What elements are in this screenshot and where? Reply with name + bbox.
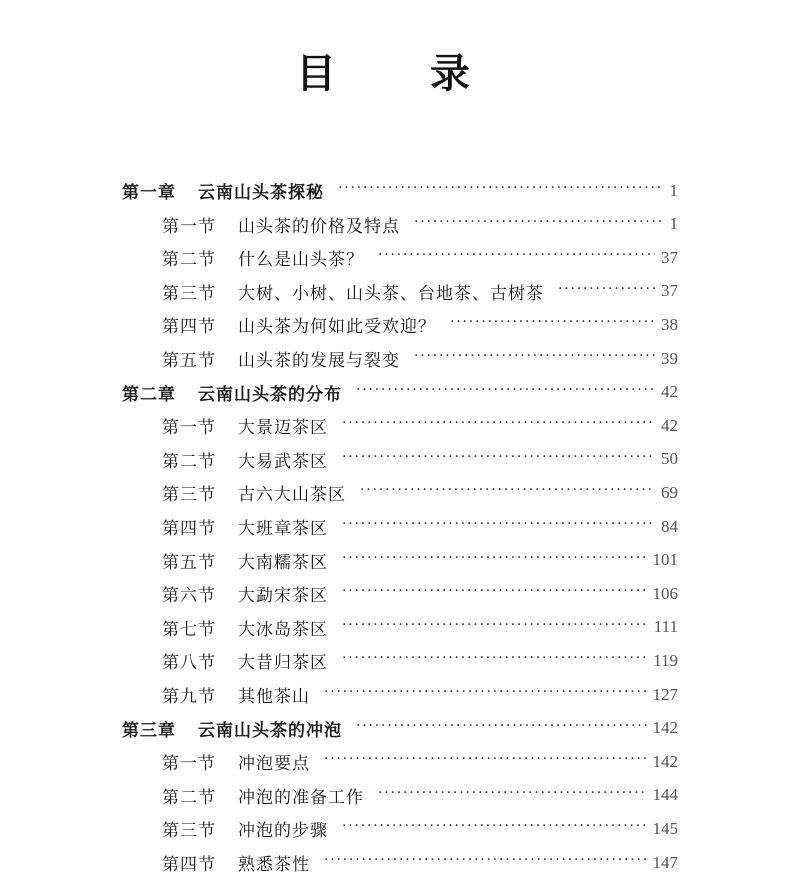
toc-entry-label: 第七节 xyxy=(162,619,216,640)
toc-page-number: 38 xyxy=(661,314,678,334)
toc-section-entry xyxy=(162,577,678,610)
toc-page-number: 145 xyxy=(652,818,678,838)
toc-page-number: 106 xyxy=(652,583,678,603)
dot-leader xyxy=(342,443,655,476)
toc-section-entry xyxy=(162,342,678,375)
toc-entry-title: 山头茶的价格及特点 xyxy=(238,216,400,237)
toc-page-number: 142 xyxy=(652,751,678,771)
toc-entry-label: 第二节 xyxy=(162,451,216,472)
toc-page-number: 39 xyxy=(661,348,678,368)
toc-section-entry xyxy=(162,544,678,577)
dot-leader xyxy=(378,779,647,812)
dot-leader xyxy=(342,409,655,442)
toc-entry-label: 第九节 xyxy=(162,687,216,707)
toc-entry-title: 大南糯茶区 xyxy=(238,552,328,573)
dot-leader xyxy=(378,241,655,274)
toc-page-number: 127 xyxy=(652,684,678,704)
dot-leader xyxy=(356,376,655,409)
toc-entry-label: 第三节 xyxy=(162,485,216,506)
toc-entry-label: 第四节 xyxy=(162,519,216,539)
toc-section-entry xyxy=(162,241,678,274)
toc-section-entry xyxy=(162,779,678,812)
dot-leader xyxy=(342,577,647,610)
toc-section-entry xyxy=(162,208,678,241)
page-title: 目 录 xyxy=(296,51,510,97)
toc-entry-title: 云南山头茶的分布 xyxy=(198,384,342,405)
toc-page-number: 42 xyxy=(661,415,678,435)
toc-entry-label: 第一节 xyxy=(162,418,216,439)
toc-page-number: 101 xyxy=(652,550,678,570)
dot-leader xyxy=(414,208,664,241)
toc-page-number: 111 xyxy=(653,617,678,637)
toc-page-number: 142 xyxy=(652,718,678,738)
toc-entry-label: 第二节 xyxy=(162,250,216,271)
toc-entry-title: 山头茶的发展与裂变 xyxy=(238,351,400,371)
dot-leader xyxy=(356,712,647,745)
dot-leader xyxy=(450,308,655,341)
toc-entry-label: 第四节 xyxy=(162,855,216,875)
dot-leader xyxy=(338,174,664,207)
toc-section-entry xyxy=(162,275,678,308)
toc-entry-label: 第六节 xyxy=(162,586,216,607)
dot-leader xyxy=(414,342,655,375)
toc-page-number: 1 xyxy=(669,180,678,200)
toc-entry-label: 第一节 xyxy=(162,754,216,775)
toc-entry-title: 大昔归茶区 xyxy=(238,653,328,674)
toc-entry-label: 第三节 xyxy=(162,283,216,304)
toc-entry-title: 大勐宋茶区 xyxy=(238,586,328,607)
toc-entry-label: 第二节 xyxy=(162,787,216,808)
dot-leader xyxy=(342,510,655,543)
toc-entry-label: 第八节 xyxy=(162,653,216,674)
dot-leader xyxy=(324,745,647,778)
toc-section-entry xyxy=(162,611,678,644)
toc-entry-title: 大冰岛茶区 xyxy=(238,619,328,640)
toc-section-entry xyxy=(162,846,678,879)
toc-section-entry xyxy=(162,409,678,442)
toc-entry-title: 冲泡的准备工作 xyxy=(238,787,364,808)
toc-entry-title: 其他茶山 xyxy=(238,687,310,707)
toc-entry-label: 第一章 xyxy=(122,183,176,203)
toc-chapter-entry xyxy=(122,376,678,409)
toc-section-entry xyxy=(162,476,678,509)
toc-entry-title: 冲泡要点 xyxy=(238,754,310,775)
toc-entry-label: 第二章 xyxy=(122,384,176,405)
toc-entry-label: 第四节 xyxy=(162,317,216,338)
toc-entry-label: 第一节 xyxy=(162,216,216,237)
toc-entry-label: 第五节 xyxy=(162,351,216,371)
toc-page-number: 119 xyxy=(653,650,678,670)
toc-entry-title: 大易武茶区 xyxy=(238,451,328,472)
toc-page-number: 37 xyxy=(661,281,678,301)
toc-chapter-entry xyxy=(122,712,678,745)
toc-entry-title: 古六大山茶区 xyxy=(238,485,346,506)
toc-page-number: 84 xyxy=(661,516,678,536)
dot-leader xyxy=(324,846,647,879)
toc-page-number: 37 xyxy=(661,247,678,267)
toc-section-entry xyxy=(162,308,678,341)
toc-section-entry xyxy=(162,644,678,677)
toc-page-number: 42 xyxy=(661,382,678,402)
toc-page-number: 69 xyxy=(661,482,678,502)
toc-entry-title: 大树、小树、山头茶、台地茶、古树茶 xyxy=(238,283,544,304)
toc-entry-title: 冲泡的步骤 xyxy=(238,821,328,842)
toc-section-entry xyxy=(162,678,678,711)
dot-leader xyxy=(324,678,647,711)
toc-entry-label: 第三节 xyxy=(162,821,216,842)
toc-section-entry xyxy=(162,745,678,778)
toc-entry-label: 第五节 xyxy=(162,552,216,573)
toc-page-number: 50 xyxy=(661,449,678,469)
dot-leader xyxy=(342,812,647,845)
toc-entry-title: 什么是山头茶？ xyxy=(238,250,364,271)
toc-entry-title: 山头茶为何如此受欢迎？ xyxy=(238,317,436,338)
toc-entry-title: 云南山头茶的冲泡 xyxy=(198,720,342,741)
toc-section-entry xyxy=(162,510,678,543)
toc-entry-title: 云南山头茶探秘 xyxy=(198,183,324,203)
toc-section-entry xyxy=(162,812,678,845)
dot-leader xyxy=(360,476,655,509)
dot-leader xyxy=(342,544,647,577)
toc-entry-title: 熟悉茶性 xyxy=(238,855,310,875)
toc-entry-title: 大班章茶区 xyxy=(238,519,328,539)
toc-page-number: 144 xyxy=(652,785,678,805)
toc-page-number: 147 xyxy=(652,852,678,872)
toc-entry-label: 第三章 xyxy=(122,720,176,741)
toc-page-number: 1 xyxy=(669,214,678,234)
toc-entry-title: 大景迈茶区 xyxy=(238,418,328,439)
toc-section-entry xyxy=(162,443,678,476)
dot-leader xyxy=(342,611,648,644)
toc-chapter-entry xyxy=(122,174,678,207)
dot-leader xyxy=(558,275,655,308)
dot-leader xyxy=(342,644,647,677)
